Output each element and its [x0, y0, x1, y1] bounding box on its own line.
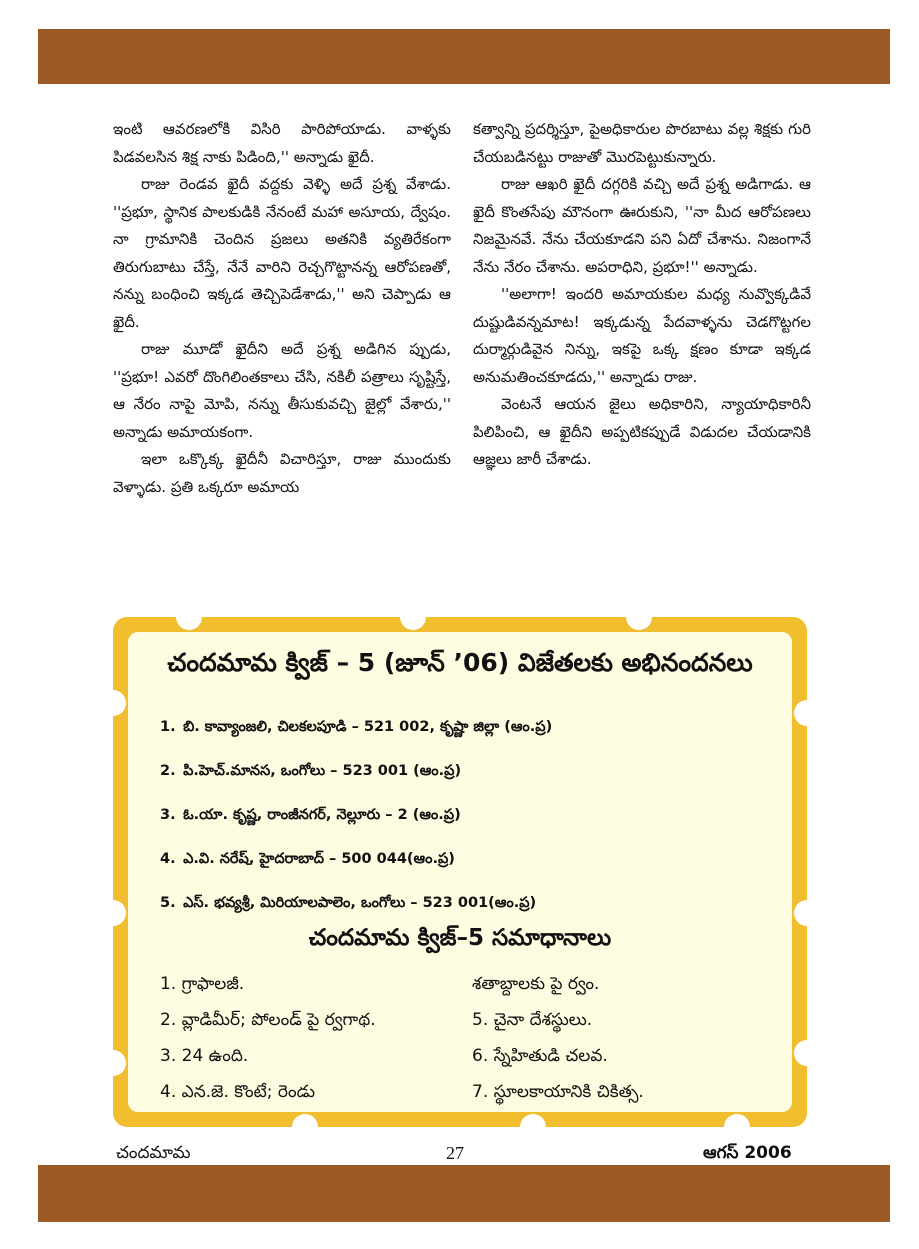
story-paragraph: ఇంటి ఆవరణలోకి విసిరి పారిపోయాడు. వాళ్ళకు పిడవలసిన శిక్ష నాకు పిడింది,'' అన్నాడు ఖైదీ. [113, 120, 451, 166]
frame-notch [794, 1040, 820, 1066]
answer-item: 3. 24 ఉంది. [160, 1046, 249, 1066]
winner-text: ఓ.యా. కృష్ణ, రాంజీనగర్, నెల్లూరు – 2 (ఆం.ప్ర) [183, 807, 461, 823]
winner-item [160, 844, 552, 888]
winner-item [160, 712, 552, 756]
winner-number: 3. [160, 807, 176, 823]
frame-notch [520, 1114, 546, 1140]
story-paragraph: ఇలా ఒక్కొక్క ఖైదీనీ విచారిస్తూ, రాజు ముందుకు వెళ్ళాడు. ప్రతి ఒక్కరూ అమాయ [113, 450, 451, 496]
top-brown-band [38, 29, 890, 84]
story-paragraph: కత్వాన్ని ప్రదర్శిస్తూ, పైఅధికారుల పొరబాటు వల్ల శిక్షకు గురి చేయబడినట్టు రాజుతో మొరపెట్టుకున్నారు. [473, 120, 811, 166]
answers-list-right [472, 966, 644, 1110]
footer-issue-date: ఆగస్ 2006 [703, 1143, 792, 1163]
frame-notch [292, 1114, 318, 1140]
winner-number: 5. [160, 895, 176, 911]
winner-number: 2. [160, 763, 176, 779]
story-paragraph: ''అలాగా! ఇందరి అమాయకుల మధ్య నువ్వొక్కడివే దుష్టుడివన్నమాట! ఇక్కడున్న పేదవాళ్ళను చెడగొట్టగల దుర్మార్గుడివైన నిన్ను, ఇకపై ఒక్క క్షణం కూడా ఇక్కడ అనుమతించకూడదు,'' అన్నాడు రాజు. [473, 285, 811, 386]
story-paragraph: రాజు రెండవ ఖైదీ వద్దకు వెళ్ళి అదే ప్రశ్న వేశాడు. ''ప్రభూ, స్థానిక పాలకుడికి నేనంటే మహా అసూయ, ద్వేషం. నా గ్రామానికి చెందిన ప్రజలు అతనికి వ్యతిరేకంగా తిరుగుబాటు చేస్తే, నేనే వారిని రెచ్చగొట్టానన్న ఆరోపణతో, నన్ను బంధించి ఇక్కడ తెచ్చిపెడేశాడు,'' అని చెప్పాడు ఆ ఖైదీ. [113, 175, 451, 331]
story-paragraph: వెంటనే ఆయన జైలు అధికారిని, న్యాయాధికారినీ పిలిపించి, ఆ ఖైదీని అప్పటికప్పుడే విడుదల చేయడానికి ఆజ్ఞలు జారీ చేశాడు. [473, 395, 811, 468]
winner-text: ఎ.వి. నరేష్, హైదరాబాద్ – 500 044(ఆం.ప్ర) [183, 851, 455, 867]
story-column-right [473, 116, 811, 474]
frame-notch [626, 604, 652, 630]
frame-notch [724, 1114, 750, 1140]
answer-item: 2. వ్లాడిమీర్; పోలండ్ పై ర్వగాథ. [160, 1010, 376, 1030]
winner-text: పి.హెచ్.మానస, ఒంగోలు – 523 001 (ఆం.ప్ర) [183, 763, 462, 779]
winner-text: బి. కావ్యాంజలి, చిలకలపూడి – 521 002, కృష్ణా జిల్లా (ఆం.ప్ర) [183, 719, 553, 735]
answer-item: 6. స్నేహితుడి చలవ. [472, 1046, 608, 1066]
footer-page-number: 27 [446, 1143, 464, 1163]
answer-item: శతాబ్దాలకు పై ర్వం. [472, 974, 600, 994]
frame-notch [100, 690, 126, 716]
frame-notch [100, 1050, 126, 1076]
answer-item: 7. స్థూలకాయానికి చికిత్స. [472, 1082, 644, 1102]
answer-item: 4. ఎన.జె. కొంటే; రెండు [160, 1082, 316, 1102]
story-paragraph: రాజు మూడో ఖైదీని అదే ప్రశ్న అడిగిన ప్పుడు, ''ప్రభూ! ఎవరో దొంగిలింతకాలు చేసి, నకిలీ పత్రాలు సృష్టిస్తే, ఆ నేరం నాపై మోపి, నన్ను తీసుకువచ్చి జైల్లో వేశారు,'' అన్నాడు అమాయకంగా. [113, 340, 451, 441]
frame-notch [400, 604, 426, 630]
footer-magazine-name: చందమామ [116, 1143, 191, 1163]
winner-text: ఎస్. భవ్యశ్రీ, మిరియాలపాలెం, ఒంగోలు – 523 001(ఆం.ప్ర) [183, 895, 537, 911]
answer-item: 5. చైనా దేశస్థులు. [472, 1010, 593, 1030]
winner-number: 1. [160, 719, 176, 735]
frame-notch [794, 900, 820, 926]
quiz-title: చందమామ క్విజ్ – 5 (జూన్ ’06) విజేతలకు అభినందనలు [167, 648, 753, 677]
frame-notch [100, 900, 126, 926]
winners-list [160, 712, 552, 932]
winner-item [160, 756, 552, 800]
story-paragraph: రాజు ఆఖరి ఖైదీ దగ్గరికి వచ్చి అదే ప్రశ్న అడిగాడు. ఆ ఖైదీ కొంతసేపు మౌనంగా ఊరుకుని, ''నా మీద ఆరోపణలు నిజమైనవే. నేను చేయకూడని పని ఏదో చేశాను. నిజంగానే నేను నేరం చేశాను. అపరాధిని, ప్రభూ!'' అన్నాడు. [473, 175, 811, 276]
answer-item: 1. గ్రాఫాలజీ. [160, 974, 245, 994]
frame-notch [794, 700, 820, 726]
winner-number: 4. [160, 851, 176, 867]
answers-title: చందమామ క్విజ్–5 సమాధానాలు [308, 925, 612, 951]
frame-notch [176, 604, 202, 630]
answers-list-left [160, 966, 376, 1110]
bottom-brown-band [38, 1165, 890, 1222]
story-column-left [113, 116, 451, 501]
winner-item [160, 800, 552, 844]
